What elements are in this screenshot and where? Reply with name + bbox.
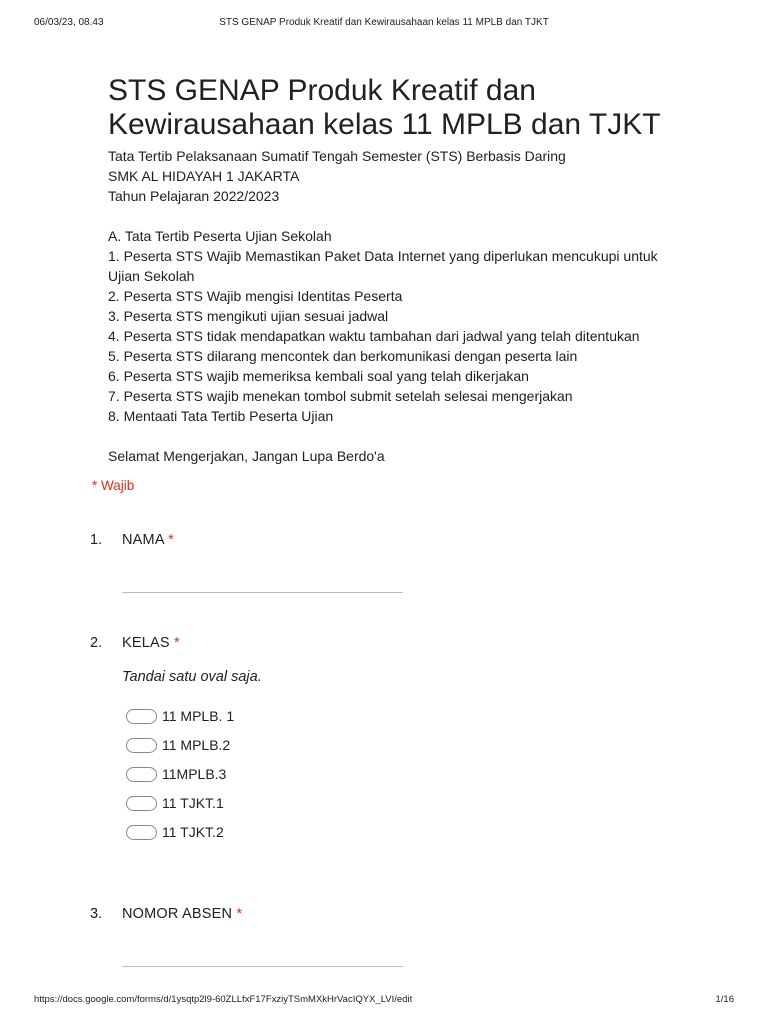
question-title: [122, 532, 174, 548]
description-line: 8. Mentaati Tata Tertib Peserta Ujian: [108, 408, 334, 424]
question-number: 2.: [90, 635, 103, 651]
form-description: [108, 146, 688, 466]
radio-oval[interactable]: [126, 825, 157, 840]
description-line: 4. Peserta STS tidak mendapatkan waktu tambahan dari jadwal yang telah ditentukan: [108, 328, 640, 344]
nama-answer-line[interactable]: [122, 592, 403, 593]
required-asterisk: *: [173, 635, 180, 651]
question-nomor-absen: [90, 906, 690, 976]
option-label: 11 TJKT.1: [162, 795, 224, 811]
nomor-absen-answer-line[interactable]: [122, 966, 403, 967]
option-label: 11 MPLB. 1: [162, 708, 235, 724]
description-line: SMK AL HIDAYAH 1 JAKARTA: [108, 168, 300, 184]
question-title: [122, 635, 180, 651]
description-line: A. Tata Tertib Peserta Ujian Sekolah: [108, 228, 332, 244]
question-hint: Tandai satu oval saja.: [122, 669, 262, 685]
print-document-title: STS GENAP Produk Kreatif dan Kewirausahaan kelas 11 MPLB dan TJKT: [219, 17, 549, 28]
question-nama: [90, 532, 690, 602]
description-line: Ujian Sekolah: [108, 268, 195, 284]
description-blank-line: [108, 426, 688, 446]
question-kelas: [90, 635, 690, 855]
question-number: 3.: [90, 906, 103, 922]
page-number: 1/16: [715, 994, 734, 1005]
description-line: Tata Tertib Pelaksanaan Sumatif Tengah Semester (STS) Berbasis Daring: [108, 148, 566, 164]
radio-oval[interactable]: [126, 738, 157, 753]
description-blank-line: [108, 206, 688, 226]
description-line: 2. Peserta STS Wajib mengisi Identitas Peserta: [108, 288, 403, 304]
option-label: 11MPLB.3: [162, 766, 227, 782]
question-number: 1.: [90, 532, 103, 548]
print-header: [0, 17, 768, 31]
required-note: * Wajib: [92, 478, 135, 493]
radio-oval[interactable]: [126, 709, 157, 724]
form-title: STS GENAP Produk Kreatif dan Kewirausahaan kelas 11 MPLB dan TJKT: [108, 74, 661, 141]
question-title-text: KELAS: [122, 635, 170, 651]
description-line: 6. Peserta STS wajib memeriksa kembali soal yang telah dikerjakan: [108, 368, 529, 384]
question-title: [122, 906, 242, 922]
print-datetime: 06/03/23, 08.43: [34, 17, 104, 28]
required-asterisk: *: [236, 906, 243, 922]
radio-oval[interactable]: [126, 796, 157, 811]
required-asterisk: *: [168, 532, 174, 548]
description-line: 7. Peserta STS wajib menekan tombol submit setelah selesai mengerjakan: [108, 388, 573, 404]
description-line: Tahun Pelajaran 2022/2023: [108, 188, 280, 204]
option-label: 11 MPLB.2: [162, 737, 231, 753]
question-title-text: NOMOR ABSEN: [122, 906, 233, 922]
question-title-text: NAMA: [122, 532, 164, 548]
option-label: 11 TJKT.2: [162, 824, 224, 840]
description-line: 3. Peserta STS mengikuti ujian sesuai jadwal: [108, 308, 389, 324]
description-line: Selamat Mengerjakan, Jangan Lupa Berdo'a: [108, 448, 385, 464]
print-url: https://docs.google.com/forms/d/1ysqtp2l9-60ZLLfxF17FxziyTSmMXkHrVacIQYX_LVI/edit: [34, 994, 413, 1005]
radio-oval[interactable]: [126, 767, 157, 782]
description-line: 1. Peserta STS Wajib Memastikan Paket Data Internet yang diperlukan mencukupi untuk: [108, 248, 658, 264]
description-line: 5. Peserta STS dilarang mencontek dan berkomunikasi dengan peserta lain: [108, 348, 578, 364]
